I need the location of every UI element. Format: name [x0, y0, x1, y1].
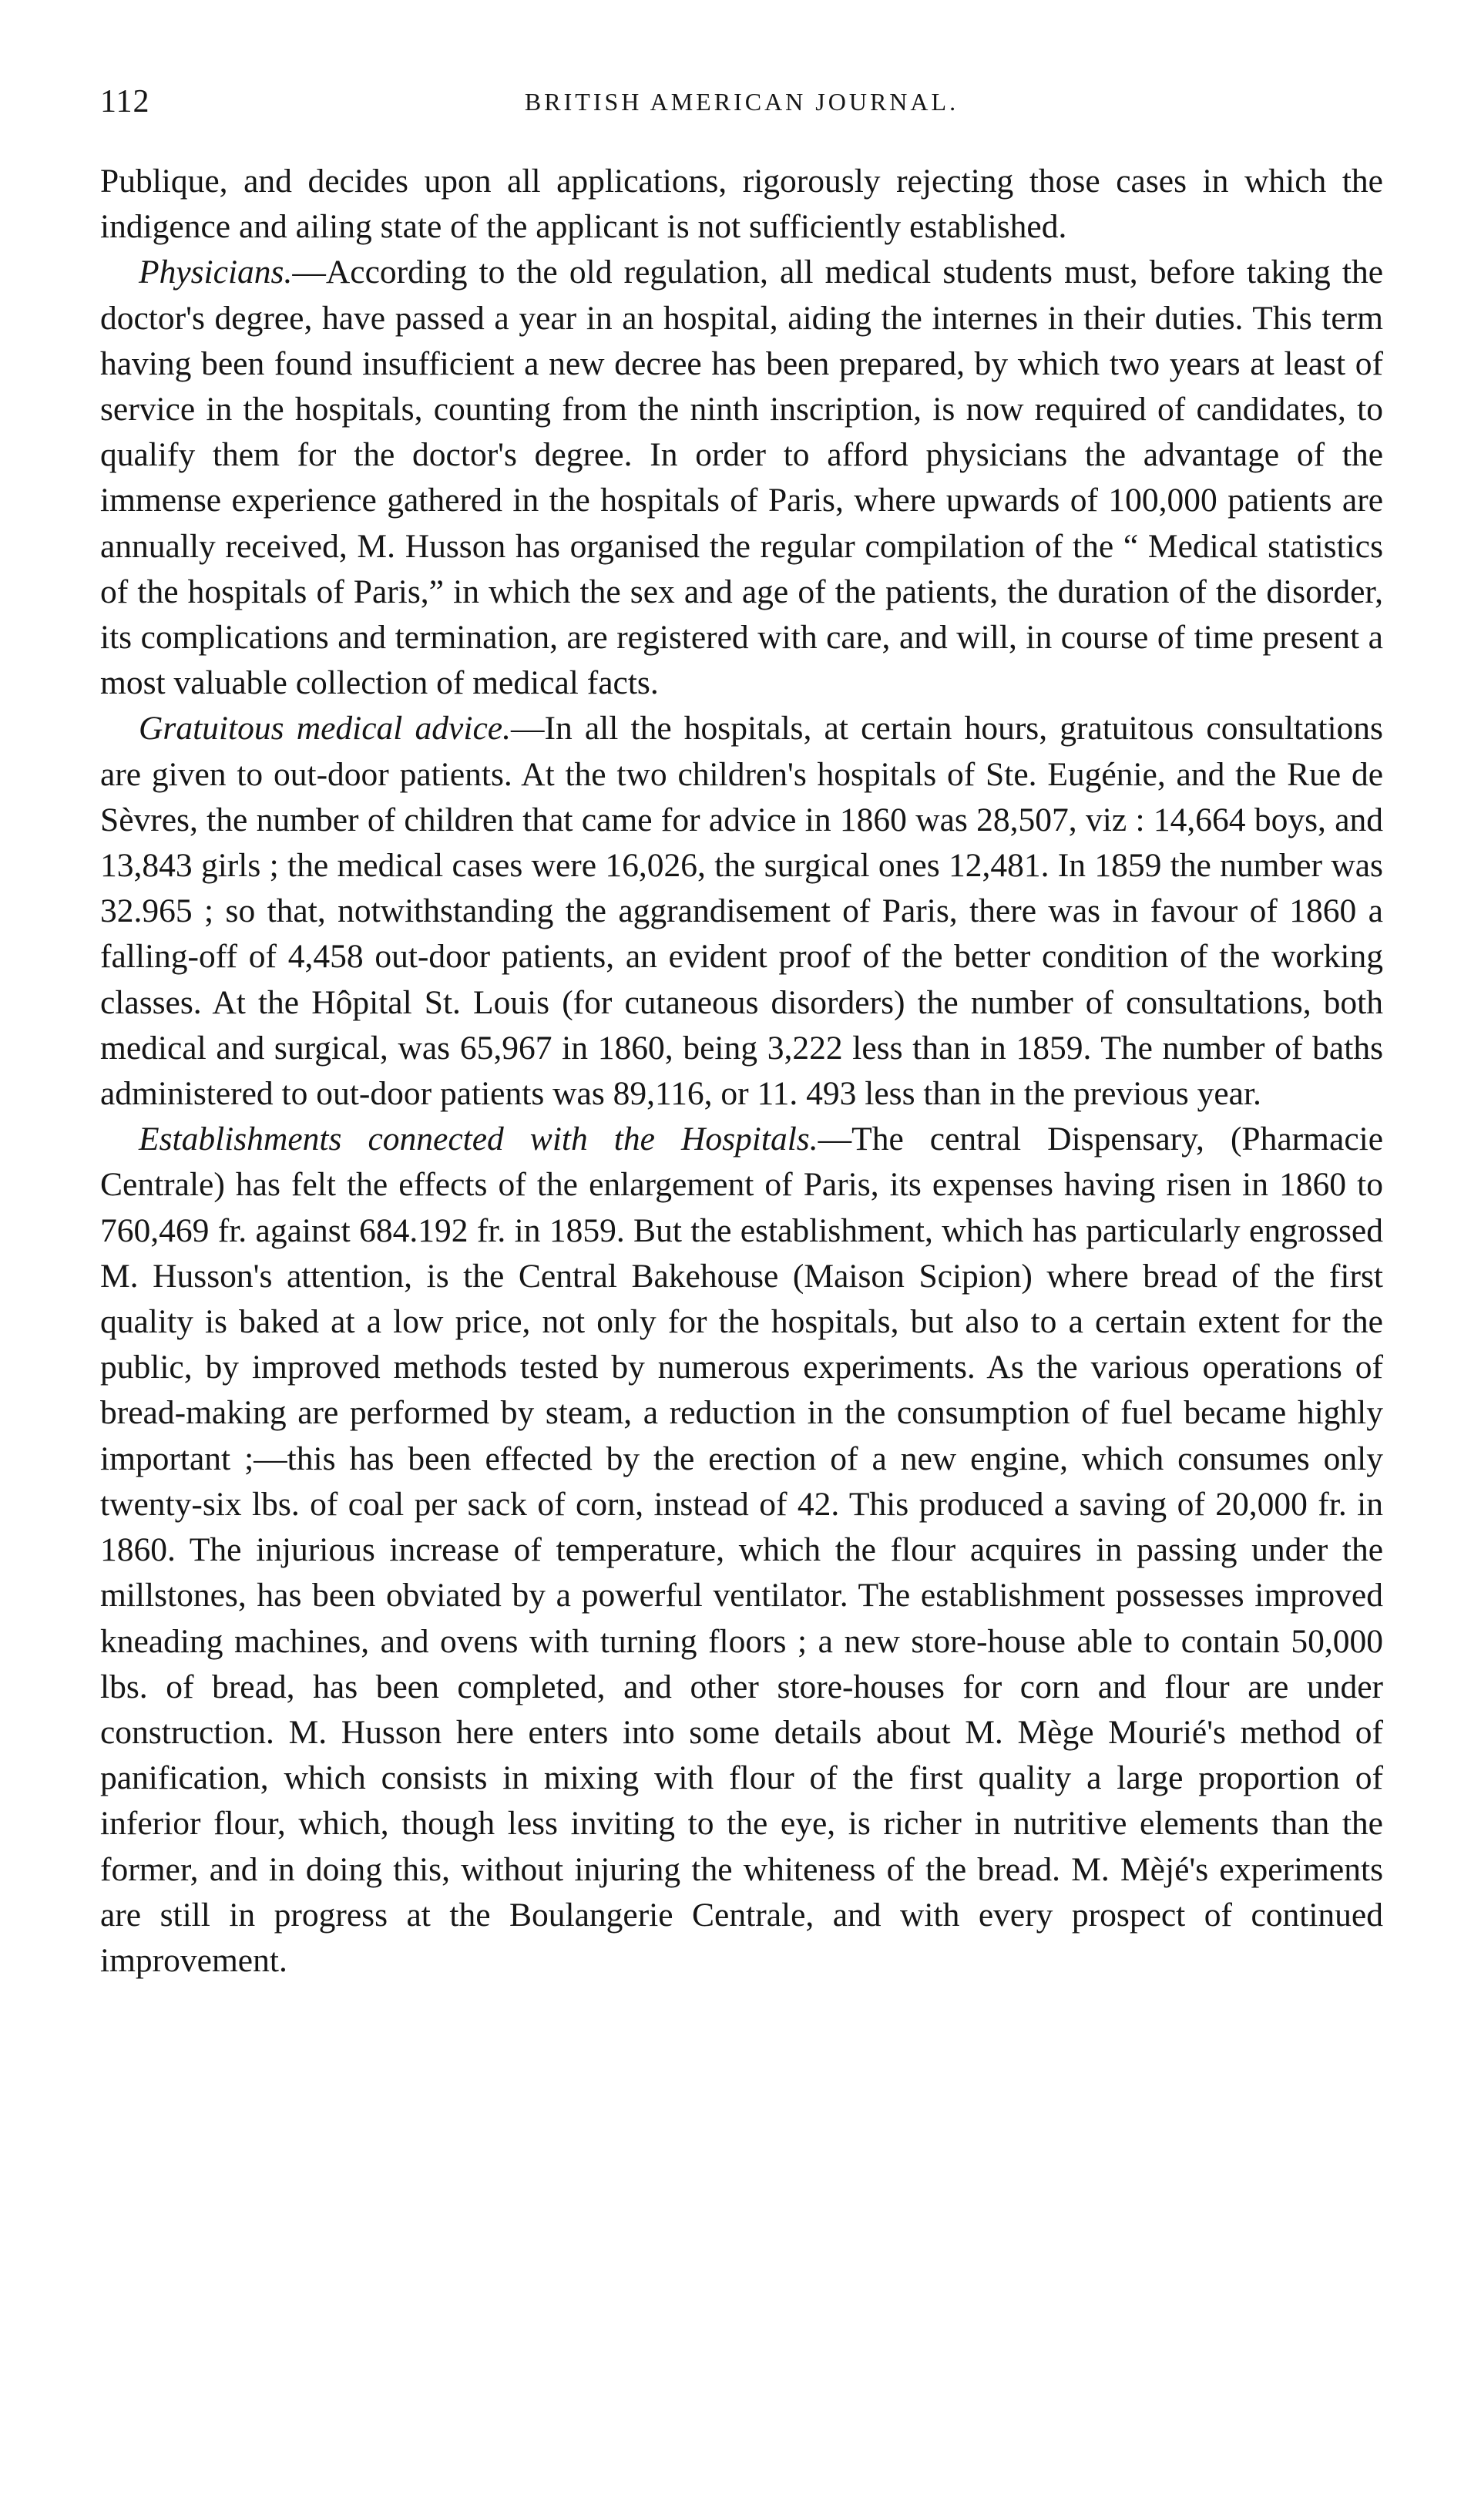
page — [100, 83, 1383, 1984]
paragraph-establishments — [100, 1117, 1383, 1984]
paragraph-lead: Establishments connected with the Hospitals. — [139, 1121, 818, 1158]
paragraph-text: —In all the hospitals, at certain hours, gratuitous consultations are given to out-door patients. At the two children's hospitals of Ste. Eugénie, and the Rue de Sèvres, the number of children that came for advice in 1860 was 28,507, viz : 14,664 boys, and 13,843 girls ; the medical cases were 16,026, the surgical ones 12,481. In 1859 the number was 32.965 ; so that, notwithstanding the aggrandisement of Paris, there was in favour of 1860 a falling-off of 4,458 out-door patients, an evident proof of the better condition of the working classes. At the Hôpital St. Louis (for cutaneous disorders) the number of consultations, both medical and surgical, was 65,967 in 1860, being 3,222 less than in 1859. The number of baths administered to out-door patients was 89,116, or 11. 493 less than in the previous year. — [100, 710, 1383, 1113]
paragraph-text: Publique, and decides upon all applications, rigorously rejecting those cases in which the indigence and ailing state of the applicant is not sufficiently established. — [100, 163, 1383, 246]
paragraph-text: —According to the old regulation, all medical students must, before taking the doctor's degree, have passed a year in an hospital, aiding the internes in their duties. This term having been found insufficient a new decree has been prepared, by which two years at least of service in the hospitals, counting from the ninth inscription, is now required of candidates, to qualify them for the doctor's degree. In order to afford physicians the advantage of the immense experience gathered in the hospitals of Paris, where upwards of 100,000 patients are annually received, M. Husson has organised the regular compilation of the “ Medical statistics of the hospitals of Paris,” in which the sex and age of the patients, the duration of the disorder, its complications and termination, are registered with care, and will, in course of time present a most valuable collection of medical facts. — [100, 254, 1383, 702]
paragraph-lead: Physicians. — [139, 254, 293, 291]
paragraph-gratuitous-medical-advice — [100, 706, 1383, 1117]
page-number: 112 — [100, 84, 150, 119]
page-header — [100, 83, 1383, 129]
running-head: BRITISH AMERICAN JOURNAL. — [524, 88, 959, 116]
paragraph-physicians — [100, 250, 1383, 706]
paragraph-continuation — [100, 159, 1383, 250]
paragraph-lead: Gratuitous medical advice. — [139, 710, 511, 748]
paragraph-text: —The central Dispensary, (Pharmacie Centrale) has felt the effects of the enlargement of Paris, its expenses having risen in 1860 to 760,469 fr. against 684.192 fr. in 1859. But the establishment, which has particularly engrossed M. Husson's attention, is the Central Bakehouse (Maison Scipion) where bread of the first quality is baked at a low price, not only for the hospitals, but also to a certain extent for the public, by improved methods tested by numerous experiments. As the various operations of bread-making are performed by steam, a reduction in the consumption of fuel became highly important ;—this has been effected by the erection of a new engine, which consumes only twenty-six lbs. of coal per sack of corn, instead of 42. This produced a saving of 20,000 fr. in 1860. The injurious increase of temperature, which the flour acquires in passing under the millstones, has been obviated by a powerful ventilator. The establishment possesses improved kneading machines, and ovens with turning floors ; a new store-house able to contain 50,000 lbs. of bread, has been completed, and other store-houses for corn and flour are under construction. M. Husson here enters into some details about M. Mège Mourié's method of panification, which consists in mixing with flour of the first quality a large proportion of inferior flour, which, though less inviting to the eye, is richer in nutritive elements than the former, and in doing this, without injuring the whiteness of the bread. M. Mèjé's experiments are still in progress at the Boulangerie Centrale, and with every prospect of continued improvement. — [100, 1121, 1384, 1979]
body-text — [100, 159, 1383, 1984]
